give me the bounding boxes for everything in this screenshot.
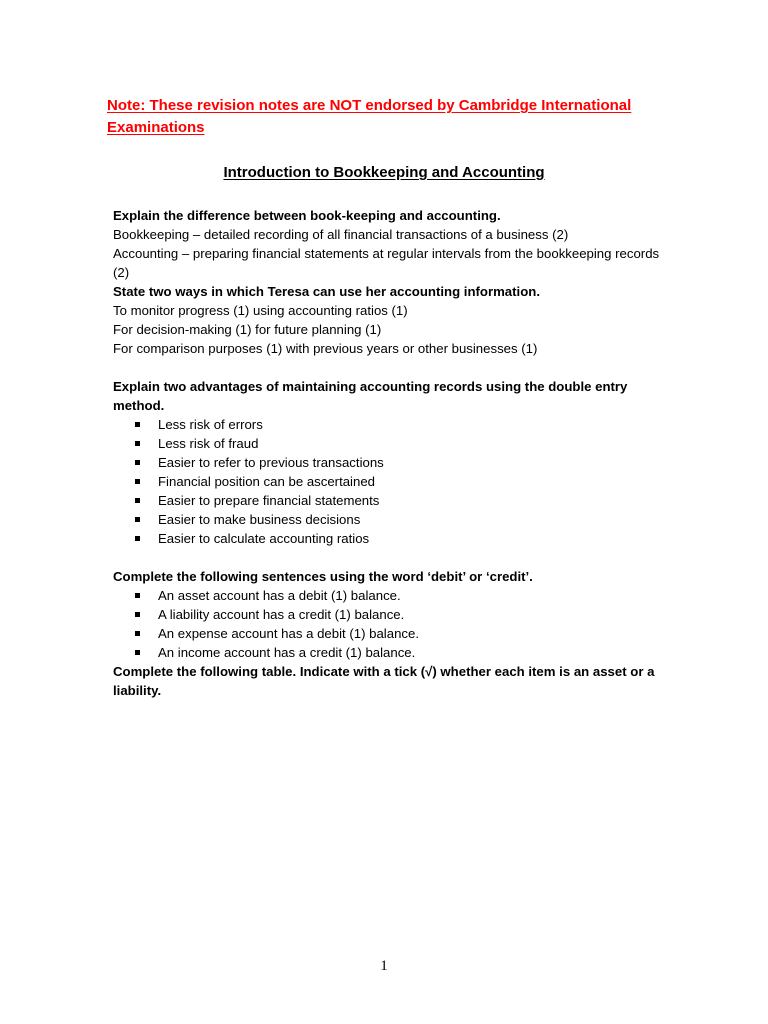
list-item: Less risk of errors (113, 415, 673, 434)
question-accounting-information-uses: State two ways in which Teresa can use her accounting information. (113, 284, 540, 299)
answer-bookkeeping: Bookkeeping – detailed recording of all financial transactions of a business (2) (113, 227, 569, 242)
list-item: An expense account has a debit (1) balance. (113, 624, 673, 643)
list-item: Financial position can be ascertained (113, 472, 673, 491)
bullet-square-icon (135, 441, 140, 446)
bullet-square-icon (135, 650, 140, 655)
list-item: Less risk of fraud (113, 434, 673, 453)
bullet-square-icon (135, 498, 140, 503)
spacer (113, 548, 673, 567)
page-number: 1 (380, 958, 388, 974)
bullet-square-icon (135, 593, 140, 598)
question-bookkeeping-vs-accounting: Explain the difference between book-keeping and accounting. (113, 208, 501, 223)
bullet-square-icon (135, 612, 140, 617)
advantages-list (113, 415, 673, 548)
document-body (113, 206, 673, 700)
answer-comparison: For comparison purposes (1) with previous years or other businesses (1) (113, 341, 538, 356)
list-item: Easier to refer to previous transactions (113, 453, 673, 472)
answer-accounting: Accounting – preparing financial statements at regular intervals from the bookkeeping records (2) (113, 246, 660, 280)
list-item: A liability account has a credit (1) balance. (113, 605, 673, 624)
list-item: Easier to calculate accounting ratios (113, 529, 673, 548)
bullet-square-icon (135, 517, 140, 522)
answer-monitor-progress: To monitor progress (1) using accounting ratios (1) (113, 303, 408, 318)
list-item: An asset account has a debit (1) balance. (113, 586, 673, 605)
disclaimer-note: Note: These revision notes are NOT endorsed by Cambridge International Examinations (107, 97, 632, 136)
bullet-square-icon (135, 536, 140, 541)
list-item: Easier to make business decisions (113, 510, 673, 529)
page-title: Introduction to Bookkeeping and Accounting (223, 164, 545, 181)
list-item: An income account has a credit (1) balance. (113, 643, 673, 662)
question-debit-credit-sentences: Complete the following sentences using the word ‘debit’ or ‘credit’. (113, 569, 533, 584)
debit-credit-list (113, 586, 673, 662)
spacer (113, 358, 673, 377)
question-double-entry-advantages: Explain two advantages of maintaining accounting records using the double entry method. (113, 379, 628, 413)
bullet-square-icon (135, 460, 140, 465)
bullet-square-icon (135, 631, 140, 636)
bullet-square-icon (135, 479, 140, 484)
question-complete-table: Complete the following table. Indicate with a tick (√) whether each item is an asset or a liability. (113, 664, 655, 698)
answer-decision-making: For decision-making (1) for future planning (1) (113, 322, 382, 337)
bullet-square-icon (135, 422, 140, 427)
list-item: Easier to prepare financial statements (113, 491, 673, 510)
